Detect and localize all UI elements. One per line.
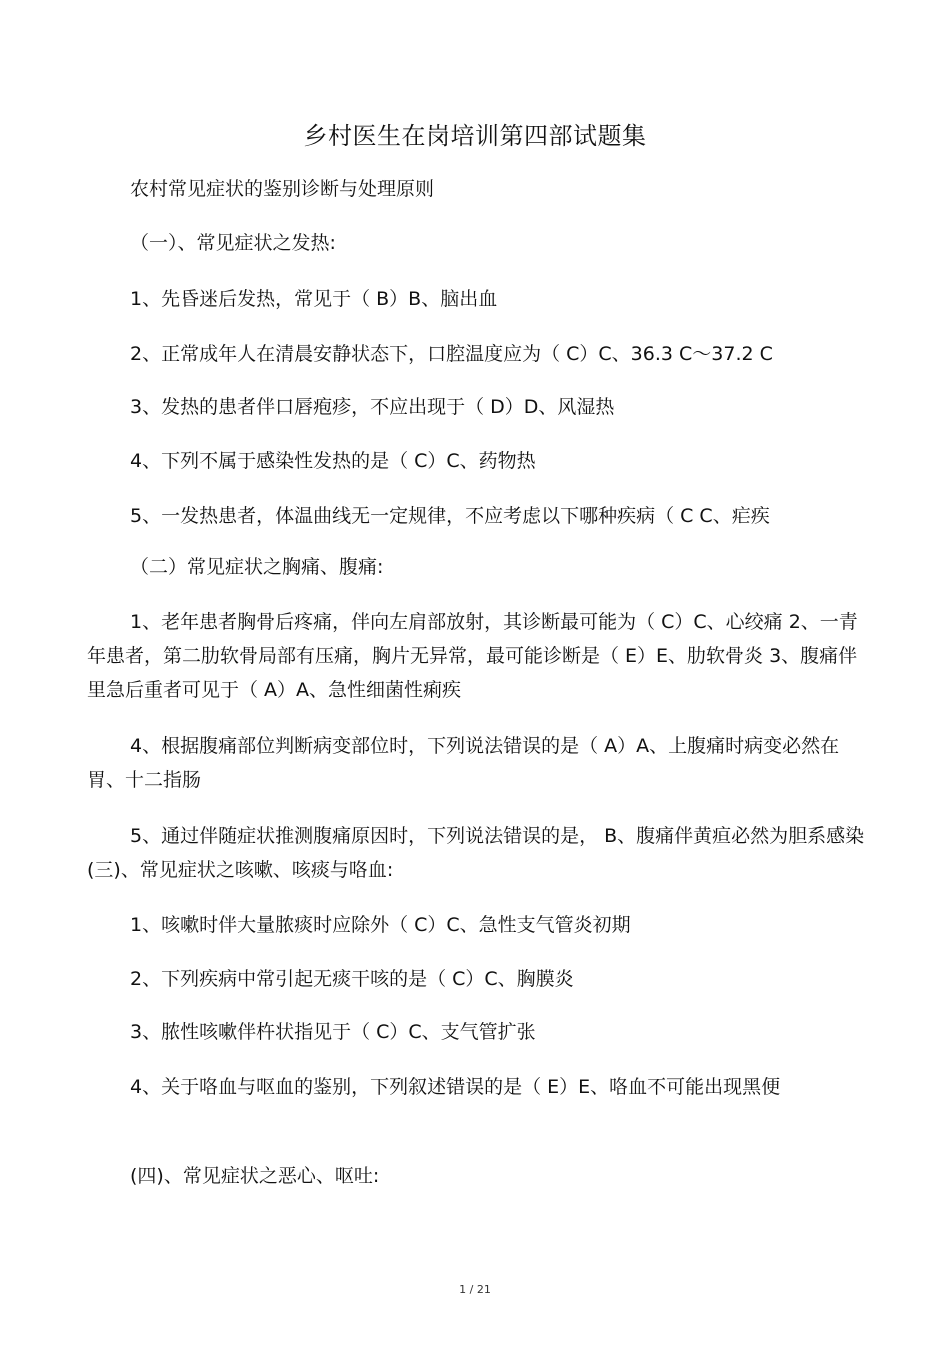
paragraph-cough-question-4 [87, 1070, 867, 1104]
question-fever-3: 3、发热的患者伴口唇疱疹，不应出现于（ D）D、风湿热 [130, 396, 615, 418]
paragraph-text: 5、通过伴随症状推测腹痛原因时，下列说法错误的是， B、腹痛伴黄疸必然为胆系感染 (三)、常见症状之咳嗽、咳痰与咯血: [87, 825, 865, 881]
paragraph-pain-questions-1-3 [87, 605, 867, 707]
document-title: 乡村医生在岗培训第四部试题集 [303, 122, 647, 150]
paragraph-text: 4、根据腹痛部位判断病变部位时，下列说法错误的是（ A）A、上腹痛时病变必然在胃、十二指肠 [87, 735, 840, 791]
document-subtitle: 农村常见症状的鉴别诊断与处理原则 [130, 178, 435, 200]
section-heading-fever: （一）、常见症状之发热: [130, 232, 336, 254]
section-heading-nausea-vomiting: (四)、常见症状之恶心、呕吐: [130, 1165, 380, 1187]
question-fever-4: 4、下列不属于感染性发热的是（ C）C、药物热 [130, 450, 536, 472]
question-fever-2: 2、正常成年人在清晨安静状态下，口腔温度应为（ C）C、36.3 C～37.2 C [130, 343, 773, 365]
question-cough-2: 2、下列疾病中常引起无痰干咳的是（ C）C、胸膜炎 [130, 968, 574, 990]
paragraph-text: 1、老年患者胸骨后疼痛，伴向左肩部放射，其诊断最可能为（ C）C、心绞痛 2、一青年患者，第二肋软骨局部有压痛，胸片无异常，最可能诊断是（ E）E、肋软骨炎 3、腹痛伴里急后重者可见于（ A）A、急性细菌性痢疾 [87, 611, 858, 701]
question-cough-3: 3、脓性咳嗽伴杵状指见于（ C）C、支气管扩张 [130, 1021, 536, 1043]
question-cough-1: 1、咳嗽时伴大量脓痰时应除外（ C）C、急性支气管炎初期 [130, 914, 631, 936]
paragraph-pain-question-4 [87, 729, 867, 797]
page-number: 1 / 21 [459, 1283, 491, 1296]
paragraph-text: 4、关于咯血与呕血的鉴别，下列叙述错误的是（ E）E、咯血不可能出现黑便 [130, 1076, 781, 1098]
section-heading-chest-abdominal-pain: （二）常见症状之胸痛、腹痛: [130, 556, 384, 578]
question-fever-1: 1、先昏迷后发热，常见于（ B）B、脑出血 [130, 288, 498, 310]
paragraph-pain-question-5 [87, 819, 867, 887]
question-fever-5: 5、一发热患者，体温曲线无一定规律，不应考虑以下哪种疾病（ C C、疟疾 [130, 505, 770, 527]
